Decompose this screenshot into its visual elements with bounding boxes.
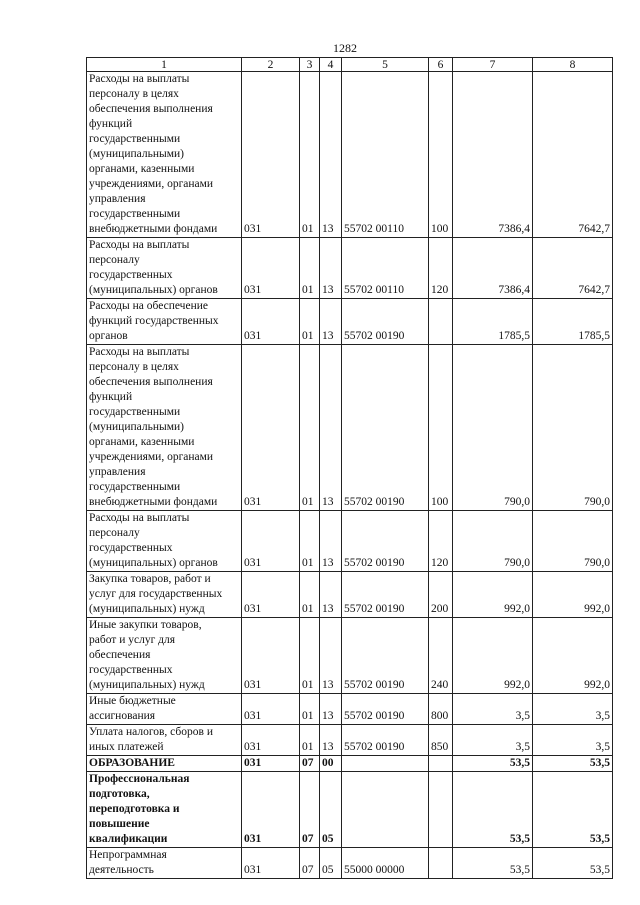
section-code-cell: 01 [300,618,320,694]
subsection-code-cell: 13 [320,694,342,725]
table-row [87,756,613,772]
row-name-cell: Расходы на выплаты персоналу в целях обеспечения выполнения функций государственными (муниципальными) органами, казенными учреждениями, органами управления государственными внебюджетными фондами [87,72,242,238]
expense-type-cell: 850 [429,725,453,756]
amount-year-2-cell: 3,5 [533,694,613,725]
amount-year-1-cell: 992,0 [453,618,533,694]
amount-year-1-cell: 3,5 [453,694,533,725]
section-code-cell: 01 [300,72,320,238]
table-row [87,772,613,848]
ministry-code-cell: 031 [242,694,300,725]
amount-year-1-cell: 3,5 [453,725,533,756]
table-row [87,618,613,694]
amount-year-2-cell: 992,0 [533,572,613,618]
row-name-cell: Уплата налогов, сборов и иных платежей [87,725,242,756]
target-article-cell [342,756,429,772]
ministry-code-cell: 031 [242,572,300,618]
subsection-code-cell: 13 [320,72,342,238]
expense-type-cell [429,299,453,345]
expense-type-cell: 120 [429,511,453,572]
amount-year-2-cell: 7642,7 [533,238,613,299]
subsection-code-cell: 00 [320,756,342,772]
row-name-cell: Расходы на выплаты персоналу государственных (муниципальных) органов [87,238,242,299]
subsection-code-cell: 13 [320,725,342,756]
amount-year-1-cell: 1785,5 [453,299,533,345]
column-header: 3 [300,58,320,72]
amount-year-1-cell: 53,5 [453,772,533,848]
target-article-cell: 55702 00190 [342,299,429,345]
amount-year-1-cell: 7386,4 [453,72,533,238]
ministry-code-cell: 031 [242,772,300,848]
amount-year-1-cell: 53,5 [453,848,533,879]
expense-type-cell [429,756,453,772]
ministry-code-cell: 031 [242,299,300,345]
amount-year-2-cell: 1785,5 [533,299,613,345]
amount-year-1-cell: 53,5 [453,756,533,772]
row-name-cell: Расходы на выплаты персоналу государственных (муниципальных) органов [87,511,242,572]
expense-type-cell [429,772,453,848]
row-name-cell: Профессиональная подготовка, переподготовка и повышение квалификации [87,772,242,848]
row-name-cell: Закупка товаров, работ и услуг для государственных (муниципальных) нужд [87,572,242,618]
ministry-code-cell: 031 [242,756,300,772]
amount-year-2-cell: 790,0 [533,511,613,572]
amount-year-1-cell: 790,0 [453,345,533,511]
expense-type-cell [429,848,453,879]
subsection-code-cell: 13 [320,572,342,618]
subsection-code-cell: 13 [320,299,342,345]
section-code-cell: 01 [300,572,320,618]
row-name-cell: Иные закупки товаров, работ и услуг для обеспечения государственных (муниципальных) нужд [87,618,242,694]
budget-table [86,57,613,879]
section-code-cell: 01 [300,511,320,572]
column-header: 1 [87,58,242,72]
column-header: 6 [429,58,453,72]
table-row [87,511,613,572]
ministry-code-cell: 031 [242,848,300,879]
amount-year-2-cell: 3,5 [533,725,613,756]
row-name-cell: ОБРАЗОВАНИЕ [87,756,242,772]
table-row [87,299,613,345]
amount-year-2-cell: 790,0 [533,345,613,511]
row-name-cell: Расходы на выплаты персоналу в целях обеспечения выполнения функций государственными (муниципальными) органами, казенными учреждениями, органами управления государственными внебюджетными фондами [87,345,242,511]
section-code-cell: 07 [300,848,320,879]
target-article-cell [342,772,429,848]
expense-type-cell: 120 [429,238,453,299]
section-code-cell: 01 [300,345,320,511]
section-code-cell: 01 [300,238,320,299]
target-article-cell: 55702 00190 [342,725,429,756]
ministry-code-cell: 031 [242,618,300,694]
ministry-code-cell: 031 [242,238,300,299]
subsection-code-cell: 13 [320,238,342,299]
subsection-code-cell: 05 [320,772,342,848]
amount-year-1-cell: 790,0 [453,511,533,572]
ministry-code-cell: 031 [242,725,300,756]
target-article-cell: 55702 00190 [342,345,429,511]
table-row [87,694,613,725]
ministry-code-cell: 031 [242,345,300,511]
expense-type-cell: 200 [429,572,453,618]
target-article-cell: 55000 00000 [342,848,429,879]
column-header: 2 [242,58,300,72]
table-row [87,725,613,756]
section-code-cell: 07 [300,772,320,848]
expense-type-cell: 100 [429,72,453,238]
ministry-code-cell: 031 [242,72,300,238]
column-header: 5 [342,58,429,72]
section-code-cell: 01 [300,299,320,345]
amount-year-1-cell: 7386,4 [453,238,533,299]
amount-year-2-cell: 7642,7 [533,72,613,238]
amount-year-1-cell: 992,0 [453,572,533,618]
target-article-cell: 55702 00190 [342,694,429,725]
amount-year-2-cell: 53,5 [533,756,613,772]
section-code-cell: 07 [300,756,320,772]
target-article-cell: 55702 00110 [342,238,429,299]
subsection-code-cell: 13 [320,345,342,511]
subsection-code-cell: 13 [320,511,342,572]
target-article-cell: 55702 00110 [342,72,429,238]
table-row [87,572,613,618]
row-name-cell: Иные бюджетные ассигнования [87,694,242,725]
table-row [87,848,613,879]
amount-year-2-cell: 992,0 [533,618,613,694]
ministry-code-cell: 031 [242,511,300,572]
section-code-cell: 01 [300,725,320,756]
row-name-cell: Расходы на обеспечение функций государственных органов [87,299,242,345]
target-article-cell: 55702 00190 [342,572,429,618]
page-number: 1282 [333,41,357,55]
target-article-cell: 55702 00190 [342,511,429,572]
table-header-row [87,58,613,72]
column-header: 8 [533,58,613,72]
amount-year-2-cell: 53,5 [533,772,613,848]
table-row [87,72,613,238]
row-name-cell: Непрограммная деятельность [87,848,242,879]
expense-type-cell: 100 [429,345,453,511]
amount-year-2-cell: 53,5 [533,848,613,879]
section-code-cell: 01 [300,694,320,725]
column-header: 4 [320,58,342,72]
expense-type-cell: 240 [429,618,453,694]
expense-type-cell: 800 [429,694,453,725]
target-article-cell: 55702 00190 [342,618,429,694]
table-row [87,345,613,511]
subsection-code-cell: 13 [320,618,342,694]
subsection-code-cell: 05 [320,848,342,879]
table-row [87,238,613,299]
column-header: 7 [453,58,533,72]
